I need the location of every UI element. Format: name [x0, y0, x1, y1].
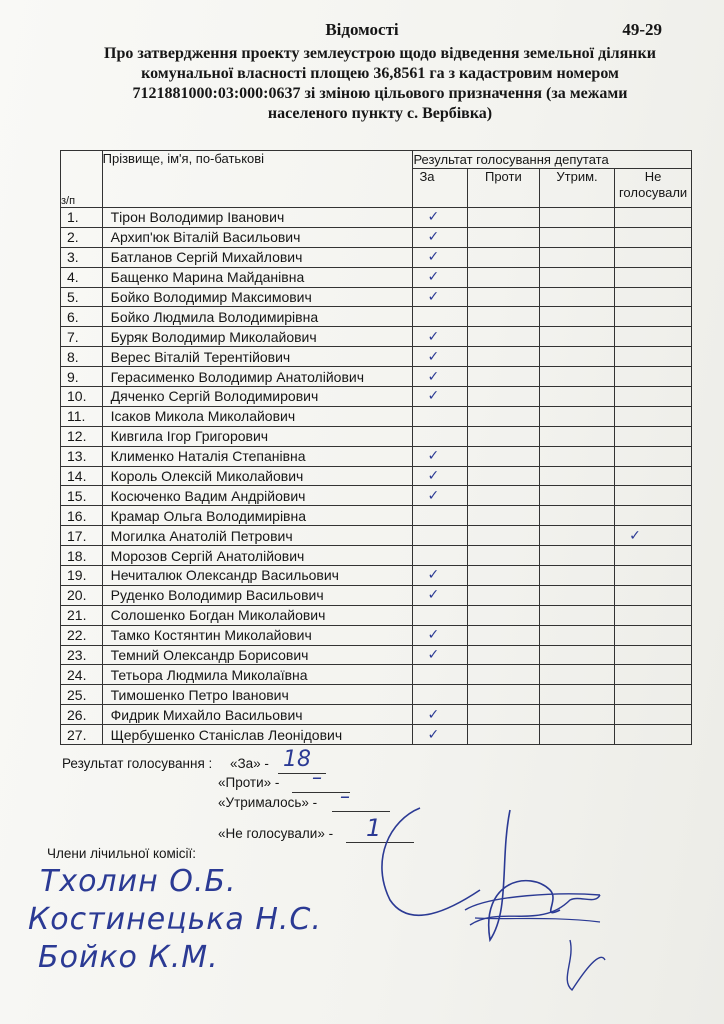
vote-cell-ne	[615, 506, 692, 526]
checkmark-icon: ✓	[427, 269, 440, 286]
deputy-name: Руденко Володимир Васильович	[102, 585, 413, 605]
table-row	[61, 327, 692, 347]
vote-cell-utrym	[539, 585, 614, 605]
row-number: 11.	[61, 406, 103, 426]
vote-cell-proty	[467, 625, 539, 645]
deputy-name: Щербушенко Станіслав Леонідович	[102, 725, 413, 745]
vote-cell-ne	[615, 546, 692, 566]
row-number: 27.	[61, 725, 103, 745]
deputy-name: Бойко Володимир Максимович	[102, 287, 413, 307]
vote-cell-za	[413, 406, 467, 426]
deputy-name: Тетьора Людмила Миколаївна	[102, 665, 413, 685]
vote-cell-ne	[615, 327, 692, 347]
header-za: За	[413, 169, 467, 208]
table-row	[61, 685, 692, 705]
vote-cell-za	[413, 347, 467, 367]
vote-cell-utrym	[539, 605, 614, 625]
tally-utrym-value: –	[340, 784, 350, 808]
vote-cell-ne	[615, 625, 692, 645]
table-row	[61, 645, 692, 665]
checkmark-icon: ✓	[427, 726, 440, 743]
vote-cell-utrym	[539, 665, 614, 685]
row-number: 4.	[61, 267, 103, 287]
vote-cell-ne	[615, 247, 692, 267]
voting-table	[60, 150, 692, 745]
table-row	[61, 546, 692, 566]
checkmark-icon: ✓	[427, 289, 440, 305]
vote-cell-utrym	[539, 546, 614, 566]
table-row	[61, 347, 692, 367]
deputy-name: Архип'юк Віталій Васильович	[102, 227, 413, 247]
checkmark-icon: ✓	[427, 229, 440, 246]
deputy-name: Клименко Наталія Степанівна	[102, 446, 413, 466]
deputy-name: Верес Віталій Терентійович	[102, 347, 413, 367]
vote-cell-za	[413, 725, 467, 745]
vote-cell-utrym	[539, 725, 614, 745]
table-row	[61, 267, 692, 287]
row-number: 1.	[61, 208, 103, 228]
checkmark-icon: ✓	[427, 487, 440, 504]
deputy-name: Бащенко Марина Майданівна	[102, 267, 413, 287]
row-number: 23.	[61, 645, 103, 665]
vote-cell-ne	[615, 367, 692, 387]
vote-cell-proty	[467, 645, 539, 665]
vote-cell-ne	[615, 665, 692, 685]
header-ne-golosuvaly: Не голосували	[615, 169, 692, 208]
vote-cell-utrym	[539, 387, 614, 407]
table-row	[61, 387, 692, 407]
vote-cell-ne	[615, 526, 692, 546]
deputy-name: Тимошенко Петро Іванович	[102, 685, 413, 705]
header-utrym: Утрим.	[539, 169, 614, 208]
vote-cell-proty	[467, 506, 539, 526]
vote-cell-za	[413, 566, 467, 586]
vote-cell-utrym	[539, 307, 614, 327]
table-row	[61, 605, 692, 625]
vote-cell-utrym	[539, 625, 614, 645]
vote-cell-ne	[615, 685, 692, 705]
checkmark-icon: ✓	[427, 468, 440, 485]
deputy-name: Темний Олександр Борисович	[102, 645, 413, 665]
vote-cell-utrym	[539, 406, 614, 426]
vote-cell-ne	[615, 267, 692, 287]
table-row	[61, 426, 692, 446]
table-row	[61, 625, 692, 645]
checkmark-icon: ✓	[427, 448, 440, 465]
vote-cell-za	[413, 625, 467, 645]
subtitle-line: населеного пункту с. Вербівка)	[267, 105, 493, 122]
row-number: 12.	[61, 426, 103, 446]
vote-cell-proty	[467, 227, 539, 247]
vote-cell-za	[413, 486, 467, 506]
vote-cell-proty	[467, 486, 539, 506]
vote-cell-za	[413, 327, 467, 347]
vote-cell-ne	[615, 585, 692, 605]
vote-cell-za	[413, 665, 467, 685]
commission-label: Члени лічильної комісії:	[47, 846, 197, 861]
vote-cell-utrym	[539, 347, 614, 367]
table-row	[61, 466, 692, 486]
row-number: 8.	[61, 347, 103, 367]
tally-ne-label: «Не голосували» -	[218, 826, 334, 841]
tally-proty-label: «Проти» -	[218, 775, 280, 790]
deputy-name: Могилка Анатолій Петрович	[102, 526, 413, 546]
vote-cell-utrym	[539, 566, 614, 586]
vote-cell-proty	[467, 585, 539, 605]
vote-cell-utrym	[539, 287, 614, 307]
vote-cell-za	[413, 267, 467, 287]
commission-signature-3: Бойко К.М.	[38, 940, 219, 975]
row-number: 18.	[61, 546, 103, 566]
table-row	[61, 526, 692, 546]
checkmark-icon: ✓	[427, 328, 440, 345]
row-number: 22.	[61, 625, 103, 645]
deputy-name: Буряк Володимир Миколайович	[102, 327, 413, 347]
checkmark-icon: ✓	[427, 388, 440, 405]
vote-cell-utrym	[539, 367, 614, 387]
vote-cell-ne	[615, 287, 692, 307]
deputy-name: Ісаков Микола Миколайович	[102, 406, 413, 426]
checkmark-icon: ✓	[427, 587, 440, 604]
checkmark-icon: ✓	[629, 527, 641, 544]
vote-cell-za	[413, 645, 467, 665]
voting-table-body	[61, 208, 692, 745]
vote-cell-proty	[467, 287, 539, 307]
row-number: 10.	[61, 387, 103, 407]
vote-cell-proty	[467, 327, 539, 347]
row-number: 24.	[61, 665, 103, 685]
checkmark-icon: ✓	[427, 209, 440, 226]
vote-cell-proty	[467, 347, 539, 367]
vote-cell-za	[413, 605, 467, 625]
vote-cell-utrym	[539, 705, 614, 725]
row-number: 2.	[61, 227, 103, 247]
vote-cell-za	[413, 546, 467, 566]
row-number: 13.	[61, 446, 103, 466]
vote-cell-utrym	[539, 506, 614, 526]
header-number: з/п	[61, 151, 103, 208]
subtitle-line: комунальної власності площею 36,8561 га з кадастровим номером	[141, 65, 619, 82]
vote-cell-utrym	[539, 227, 614, 247]
commission-signature-2: Костинецька Н.С.	[28, 902, 322, 937]
row-number: 25.	[61, 685, 103, 705]
deputy-name: Король Олексій Миколайович	[102, 466, 413, 486]
document-subtitle	[70, 44, 690, 124]
vote-cell-za	[413, 466, 467, 486]
vote-cell-ne	[615, 725, 692, 745]
table-row	[61, 367, 692, 387]
row-number: 7.	[61, 327, 103, 347]
vote-cell-proty	[467, 705, 539, 725]
vote-cell-za	[413, 307, 467, 327]
deputy-name: Батланов Сергій Михайлович	[102, 247, 413, 267]
table-row	[61, 705, 692, 725]
row-number: 26.	[61, 705, 103, 725]
tally-ne-value: 1	[366, 814, 382, 842]
vote-cell-ne	[615, 347, 692, 367]
deputy-name: Крамар Ольга Володимирівна	[102, 506, 413, 526]
vote-cell-utrym	[539, 486, 614, 506]
table-row	[61, 566, 692, 586]
vote-cell-za	[413, 685, 467, 705]
vote-cell-ne	[615, 645, 692, 665]
subtitle-line: 7121881000:03:000:0637 зі зміною цільового призначення (за межами	[132, 85, 628, 102]
row-number: 5.	[61, 287, 103, 307]
vote-cell-proty	[467, 387, 539, 407]
table-row	[61, 307, 692, 327]
vote-cell-utrym	[539, 645, 614, 665]
vote-cell-utrym	[539, 247, 614, 267]
vote-cell-proty	[467, 426, 539, 446]
row-number: 9.	[61, 367, 103, 387]
vote-cell-ne	[615, 705, 692, 725]
checkmark-icon: ✓	[427, 368, 440, 385]
vote-cell-proty	[467, 406, 539, 426]
table-row	[61, 446, 692, 466]
vote-cell-za	[413, 506, 467, 526]
commission-signature-1: Тхолин О.Б.	[40, 864, 237, 899]
vote-cell-za	[413, 446, 467, 466]
table-row	[61, 725, 692, 745]
table-row	[61, 227, 692, 247]
deputy-name: Солошенко Богдан Миколайович	[102, 605, 413, 625]
row-number: 3.	[61, 247, 103, 267]
deputy-name: Фидрик Михайло Васильович	[102, 705, 413, 725]
deputy-name: Косюченко Вадим Андрійович	[102, 486, 413, 506]
header-name: Прізвище, ім'я, по-батькові	[102, 151, 413, 208]
table-row	[61, 665, 692, 685]
vote-cell-proty	[467, 307, 539, 327]
vote-cell-proty	[467, 566, 539, 586]
deputy-name: Нечиталюк Олександр Васильович	[102, 566, 413, 586]
vote-cell-utrym	[539, 208, 614, 228]
tally-label: Результат голосування :	[62, 756, 213, 771]
vote-cell-proty	[467, 685, 539, 705]
table-row	[61, 506, 692, 526]
vote-cell-ne	[615, 406, 692, 426]
vote-cell-ne	[615, 307, 692, 327]
vote-cell-utrym	[539, 426, 614, 446]
vote-cell-utrym	[539, 466, 614, 486]
table-row	[61, 585, 692, 605]
row-number: 21.	[61, 605, 103, 625]
vote-cell-utrym	[539, 327, 614, 347]
vote-cell-ne	[615, 426, 692, 446]
header-proty: Проти	[467, 169, 539, 208]
vote-cell-ne	[615, 208, 692, 228]
vote-cell-utrym	[539, 685, 614, 705]
document-number: 49-29	[622, 20, 662, 39]
vote-cell-proty	[467, 526, 539, 546]
deputy-name: Тірон Володимир Іванович	[102, 208, 413, 228]
tally-proty-value: –	[312, 765, 322, 789]
vote-cell-proty	[467, 446, 539, 466]
table-row	[61, 287, 692, 307]
checkmark-icon: ✓	[427, 647, 440, 664]
vote-cell-ne	[615, 486, 692, 506]
vote-cell-utrym	[539, 267, 614, 287]
vote-cell-proty	[467, 466, 539, 486]
vote-cell-ne	[615, 446, 692, 466]
vote-cell-proty	[467, 247, 539, 267]
vote-cell-za	[413, 227, 467, 247]
vote-cell-za	[413, 585, 467, 605]
vote-cell-proty	[467, 546, 539, 566]
vote-cell-ne	[615, 387, 692, 407]
chair-signature	[360, 800, 620, 1000]
deputy-name: Морозов Сергій Анатолійович	[102, 546, 413, 566]
deputy-name: Кивгила Ігор Григорович	[102, 426, 413, 446]
vote-cell-proty	[467, 665, 539, 685]
table-row	[61, 406, 692, 426]
row-number: 20.	[61, 585, 103, 605]
vote-cell-ne	[615, 605, 692, 625]
vote-cell-proty	[467, 367, 539, 387]
vote-cell-proty	[467, 267, 539, 287]
vote-cell-za	[413, 526, 467, 546]
deputy-name: Герасименко Володимир Анатолійович	[102, 367, 413, 387]
deputy-name: Дяченко Сергій Володимирович	[102, 387, 413, 407]
tally-za-label: «За» -	[230, 756, 269, 771]
table-row	[61, 486, 692, 506]
checkmark-icon: ✓	[427, 627, 440, 644]
row-number: 15.	[61, 486, 103, 506]
table-row	[61, 208, 692, 228]
table-row	[61, 247, 692, 267]
vote-cell-ne	[615, 466, 692, 486]
row-number: 14.	[61, 466, 103, 486]
vote-cell-utrym	[539, 446, 614, 466]
checkmark-icon: ✓	[427, 249, 440, 266]
header-result: Результат голосування депутата	[413, 151, 692, 169]
vote-cell-proty	[467, 605, 539, 625]
row-number: 17.	[61, 526, 103, 546]
tally-za-value: 18	[283, 747, 311, 772]
document-title: Відомості	[325, 20, 399, 39]
checkmark-icon: ✓	[427, 348, 440, 365]
vote-cell-utrym	[539, 526, 614, 546]
checkmark-icon: ✓	[427, 706, 440, 723]
deputy-name: Бойко Людмила Володимирівна	[102, 307, 413, 327]
vote-cell-za	[413, 387, 467, 407]
vote-cell-za	[413, 705, 467, 725]
subtitle-line: Про затвердження проекту землеустрою щодо відведення земельної ділянки	[104, 45, 656, 62]
deputy-name: Тамко Костянтин Миколайович	[102, 625, 413, 645]
vote-cell-za	[413, 426, 467, 446]
checkmark-icon: ✓	[427, 567, 440, 584]
vote-cell-za	[413, 208, 467, 228]
vote-cell-ne	[615, 566, 692, 586]
row-number: 16.	[61, 506, 103, 526]
vote-cell-proty	[467, 208, 539, 228]
row-number: 6.	[61, 307, 103, 327]
vote-cell-proty	[467, 725, 539, 745]
vote-cell-za	[413, 367, 467, 387]
vote-cell-ne	[615, 227, 692, 247]
vote-cell-za	[413, 247, 467, 267]
tally-utrym-label: «Утрималось» -	[218, 795, 318, 810]
vote-cell-za	[413, 287, 467, 307]
row-number: 19.	[61, 566, 103, 586]
